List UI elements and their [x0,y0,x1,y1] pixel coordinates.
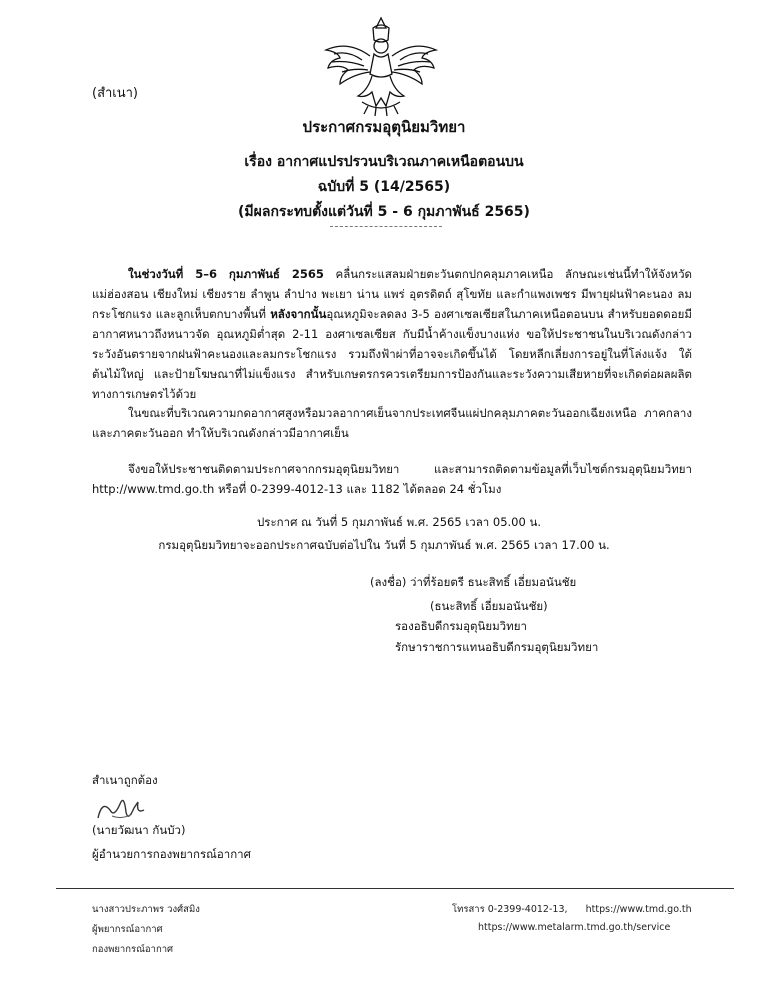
issued-time: ประกาศ ณ วันที่ 5 กุมภาพันธ์ พ.ศ. 2565 เวลา 05.00 น. [257,515,541,529]
footer-service-link[interactable]: https://www.metalarm.tmd.go.th/service [478,922,671,933]
signer-acting-position: รักษาราชการแทนอธิบดีกรมอุตุนิยมวิทยา [395,640,599,654]
footer-fax-web: โทรสาร 0-2399-4012-13, https://www.tmd.go.th [452,904,692,915]
forecast-text-2: อุณหภูมิจะลดลง 3-5 องศาเซลเซียสในภาคเหนือตอนบน สำหรับยอดดอยมีอากาศหนาวถึงหนาวจัด อุณหภูมิต่ำสุด 2-11 องศาเซลเซียส กับมีน้ำค้างแข็งบางแห่ง ขอให้ประชาชนในบริเวณดังกล่าวระวังอันตรายจากฝนฟ้าคะนองและลมกระโชกแรง รวมถึงฟ้าผ่าที่อาจจะเกิดขึ้นได้ โดยหลีกเลี่ยงการอยู่ในที่โล่งแจ้ง ใต้ต้นไม้ใหญ่ และป้ายโฆษณาที่ไม่แข็งแรง สำหรับเกษตรกรควรเตรียมการป้องกันและระวังความเสียหายที่จะเกิดต่อผลผลิตทางการเกษตรไว้ด้วย [92,307,692,401]
agency-title: ประกาศกรมอุตุนิยมวิทยา [302,118,466,136]
forecast-text-1: คลื่นกระแสลมฝ่ายตะวันตกปกคลุมภาคเหนือ ลักษณะเช่นนี้ทำให้จังหวัดแม่ฮ่องสอน เชียงใหม่ เชียงราย ลำพูน ลำปาง พะเยา น่าน แพร่ อุตรดิตถ์ สุโขทัย และกำแพงเพชร มีพายุฝนฟ้าคะนอง ลมกระโชกแรง และลูกเห็บตกบางพื้นที่ [92,267,692,321]
signer-name: (ธนะสิทธิ์ เอี่ยมอนันชัย) [430,599,548,613]
footer-role: ผู้พยากรณ์อากาศ [92,924,163,935]
certified-copy-label: สำเนาถูกต้อง [92,773,158,787]
copy-label: (สำเนา) [92,86,139,101]
certifier-name: (นายวัฒนา กันบัว) [92,823,186,837]
forecast-after: หลังจากนั้น [270,307,327,321]
garuda-emblem [318,10,444,120]
forecast-period: ในช่วงวันที่ 5–6 กุมภาพันธ์ 2565 [128,267,324,281]
footer-division: กองพยากรณ์อากาศ [92,944,174,955]
paragraph-high-pressure: ในขณะที่บริเวณความกดอากาศสูงหรือมวลอากาศเย็นจากประเทศจีนแผ่ปกคลุมภาคตะวันออกเฉียงเหนือ ภาคกลาง และภาคตะวันออก ทำให้บริเวณดังกล่าวมีอากาศเย็น [92,406,692,440]
certifier-position: ผู้อำนวยการกองพยากรณ์อากาศ [92,847,251,861]
signed-by: (ลงชื่อ) ว่าที่ร้อยตรี ธนะสิทธิ์ เอี่ยมอนันชัย [370,575,577,589]
footer-divider [56,888,734,889]
effective-date: (มีผลกระทบตั้งแต่วันที่ 5 - 6 กุมภาพันธ์ 2565) [238,204,530,220]
title-separator [330,226,442,227]
paragraph-contact: จึงขอให้ประชาชนติดตามประกาศจากกรมอุตุนิยมวิทยา และสามารถติดตามข้อมูลที่เว็บไซต์กรมอุตุนิยมวิทยา http://www.tmd.go.th หรือที่ 0-2399-4012-13 และ 1182 ได้ตลอด 24 ชั่วโมง [92,462,692,496]
signer-position: รองอธิบดีกรมอุตุนิยมวิทยา [395,619,527,633]
next-issue: กรมอุตุนิยมวิทยาจะออกประกาศฉบับต่อไปใน วันที่ 5 กุมภาพันธ์ พ.ศ. 2565 เวลา 17.00 น. [158,538,610,552]
footer-officer: นางสาวประภาพร วงศ์สมิง [92,904,200,915]
subject-title: เรื่อง อากาศแปรปรวนบริเวณภาคเหนือตอนบน [244,154,524,170]
paragraph-forecast [92,264,692,404]
issue-number: ฉบับที่ 5 (14/2565) [317,179,451,195]
